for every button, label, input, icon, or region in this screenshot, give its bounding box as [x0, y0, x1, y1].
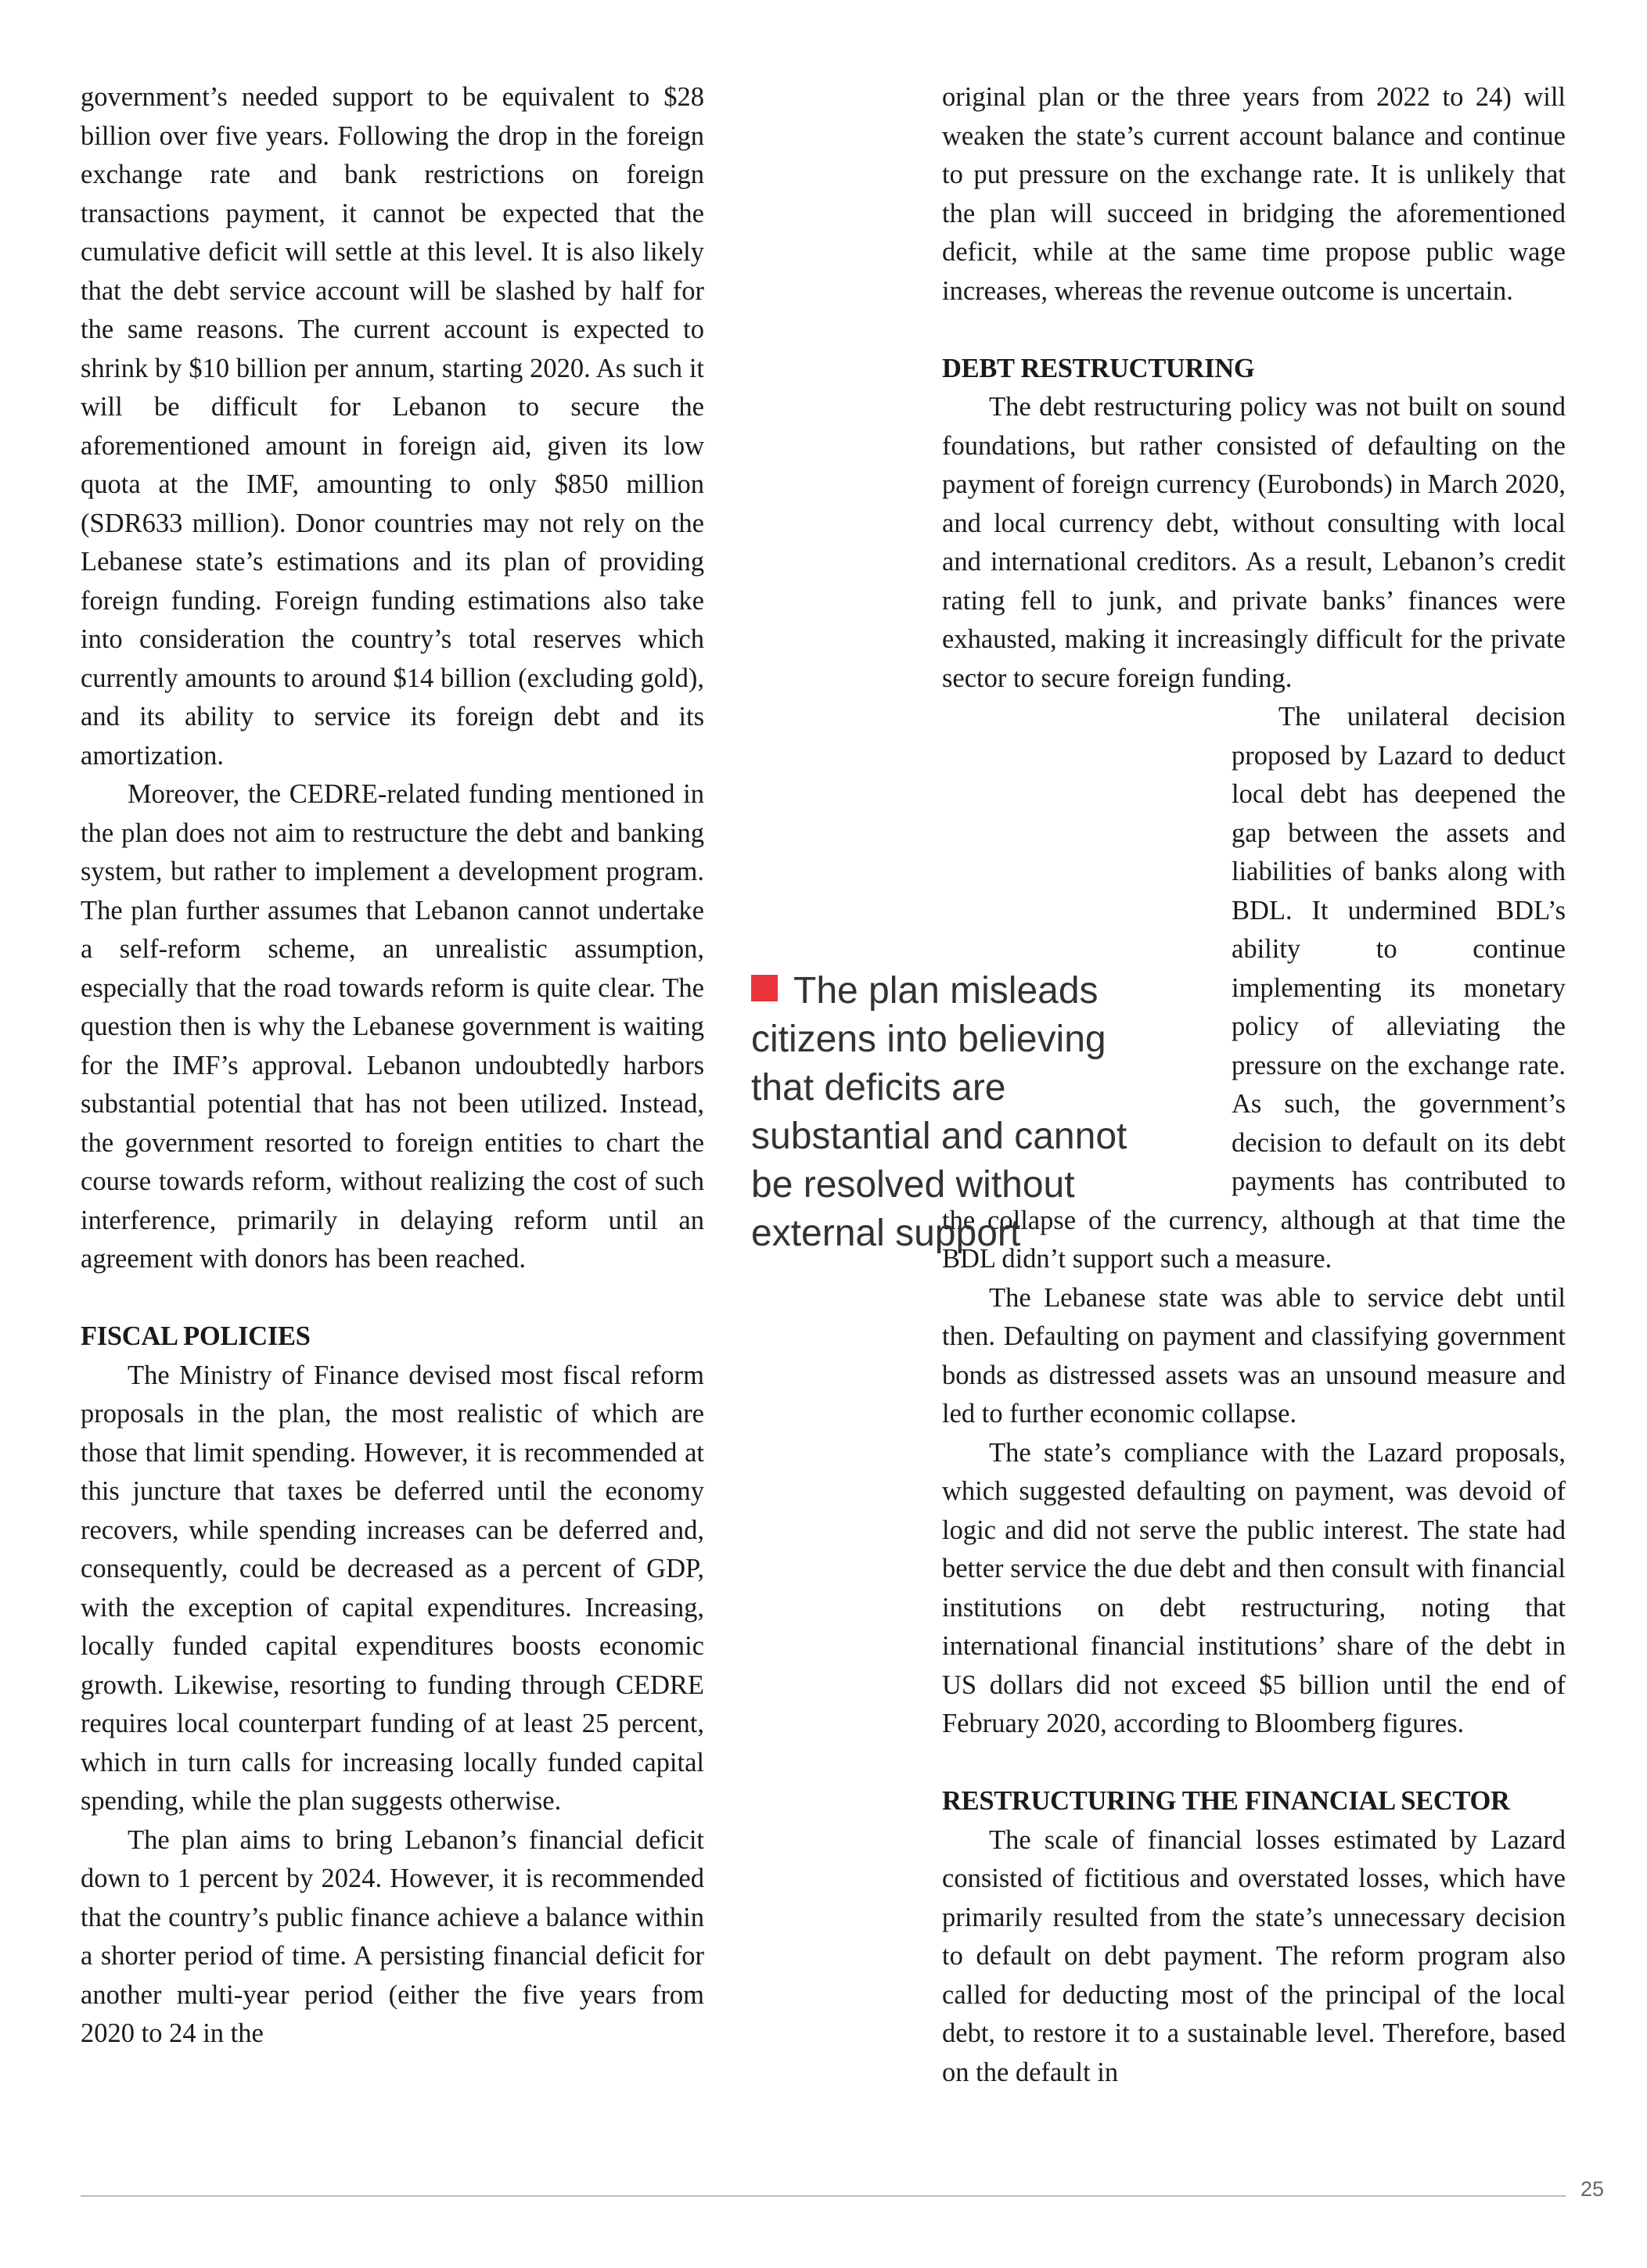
page-number: 25 [1580, 2177, 1605, 2201]
body-paragraph: original plan or the three years from 2022 to 24) will weaken the state’s current account balance and continue to put pressure on the exchange rate. It is unlikely that the plan will succeed in bridging the aforementioned deficit, while at the same time propose public wage increases, whereas the revenue outcome is uncertain. [942, 82, 1566, 306]
body-paragraph: The debt restructuring policy was not built on sound foundations, but rather consisted of defaulting on the payment of foreign currency (Eurobonds) in March 2020, and local currency debt, without consulting with local and international creditors. As a result, Lebanon’s credit rating fell to junk, and private banks’ finances were exhausted, making it increasingly difficult for the private sector to secure foreign funding. [942, 392, 1566, 693]
section-heading-restructuring-financial-sector: RESTRUCTURING THE FINANCIAL SECTOR [942, 1786, 1510, 1816]
pull-quote [751, 967, 1174, 1258]
body-paragraph: The Lebanese state was able to service debt until then. Defaulting on payment and classifying government bonds as distressed assets was an unsound measure and led to further economic collapse. [942, 1282, 1566, 1429]
section-heading-fiscal-policies: FISCAL POLICIES [81, 1321, 311, 1351]
body-paragraph: The plan aims to bring Lebanon’s financial deficit down to 1 percent by 2024. However, it is recommended that the country’s public finance achieve a balance within a shorter period of time. A persisting financial deficit for another multi-year period (either the five years from 2020 to 24 in the [81, 1824, 704, 2048]
pull-quote-text: The plan misleads citizens into believing that deficits are substantial and cannot be resolved without external support [751, 970, 1127, 1254]
red-square-marker-icon [751, 975, 778, 1001]
body-paragraph: The scale of financial losses estimated by Lazard consisted of fictitious and overstated losses, which have primarily resulted from the state’s unnecessary decision to default on debt payment. The reform program also called for deducting most of the principal of the local debt, to restore it to a sustainable level. Therefore, based on the default in [942, 1824, 1566, 2087]
left-column [81, 78, 704, 2054]
body-paragraph-text: The unilateral decision proposed by Lazard to deduct local debt has deepened the gap between the assets and liabilities of banks along with BDL. It undermined BDL’s ability to continue implementing its monetary policy of alleviating the pressure on the exchange rate. As such, the government’s decision to default on its debt payments has contributed to the collapse of the currency, although at that time the BDL didn’t support such a measure. [942, 702, 1566, 1274]
body-paragraph: The state’s compliance with the Lazard proposals, which suggested defaulting on payment, was devoid of logic and did not serve the public interest. The state had better service the due debt and then consult with financial institutions on debt restructuring, noting that international financial institutions’ share of the debt in US dollars did not exceed $5 billion until the end of February 2020, according to Bloomberg figures. [942, 1437, 1566, 1738]
body-paragraph: The Ministry of Finance devised most fiscal reform proposals in the plan, the most realistic of which are those that limit spending. However, it is recommended at this juncture that taxes be deferred until the economy recovers, while spending increases can be deferred and, consequently, could be decreased as a percent of GDP, with the exception of capital expenditures. Increasing, locally funded capital expenditures boosts economic growth. Likewise, resorting to funding through CEDRE requires local counterpart funding of at least 25 percent, which in turn calls for increasing locally funded capital spending, while the plan suggests otherwise. [81, 1360, 704, 1816]
body-paragraph: Moreover, the CEDRE-related funding mentioned in the plan does not aim to restructure the debt and banking system, but rather to implement a development program. The plan further assumes that Lebanon cannot undertake a self-reform scheme, an unrealistic assumption, especially that the road towards reform is quite clear. The question then is why the Lebanese government is waiting for the IMF’s approval. Lebanon undoubtedly harbors substantial potential that has not been utilized. Instead, the government resorted to foreign entities to chart the course towards reform, without realizing the cost of such interference, primarily in delaying reform until an agreement with donors has been reached. [81, 779, 704, 1274]
footer-divider [81, 2195, 1566, 2197]
body-paragraph: government’s needed support to be equivalent to $28 billion over five years. Following the drop in the foreign exchange rate and bank restrictions on foreign transactions payment, it cannot be expected that the cumulative deficit will settle at this level. It is also likely that the debt service account will be slashed by half for the same reasons. The current account is expected to shrink by $10 billion per annum, starting 2020. As such it will be difficult for Lebanon to secure the aforementioned amount in foreign aid, given its low quota at the IMF, amounting to only $850 million (SDR633 million). Donor countries may not rely on the Lebanese state’s estimations and its plan of providing foreign funding. Foreign funding estimations also take into consideration the country’s total reserves which currently amounts to around $14 billion (excluding gold), and its ability to service its foreign debt and its amortization. [81, 82, 704, 771]
section-heading-debt-restructuring: DEBT RESTRUCTURING [942, 353, 1255, 383]
